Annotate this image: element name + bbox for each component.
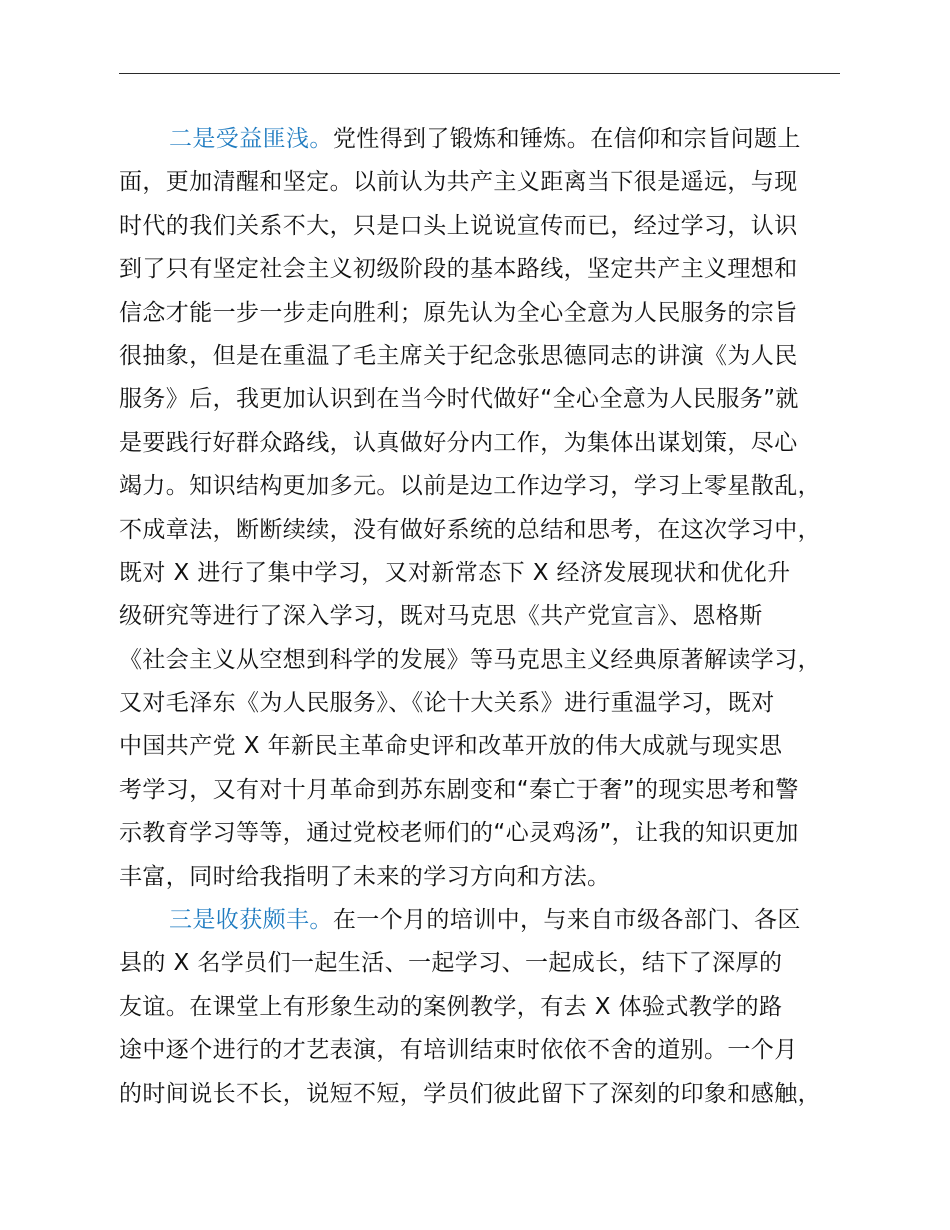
section-heading: 二是受益匪浅。 <box>169 126 333 152</box>
text-line: 途中逐个进行的才艺表演，有培训结束时依依不舍的道别。一个月 <box>119 1037 798 1064</box>
text-line: 级研究等进行了深入学习，既对马克思《共产党宣言》、恩格斯 <box>119 603 763 630</box>
text-line: 的时间说长不长，说短不短，学员们彼此留下了深刻的印象和感触， <box>119 1080 821 1107</box>
text-line: 是要践行好群众路线，认真做好分内工作，为集体出谋划策，尽心 <box>119 429 798 456</box>
body-text <box>119 118 859 1116</box>
text-line: 县的 X 名学员们一起生活、一起学习、一起成长，结下了深厚的 <box>119 950 783 977</box>
text-line: 中国共产党 X 年新民主革命史评和改革开放的伟大成就与现实思 <box>119 733 783 760</box>
text-line: 很抽象，但是在重温了毛主席关于纪念张思德同志的讲演《为人民 <box>119 342 798 369</box>
text-line: 示教育学习等等，通过党校老师们的“心灵鸡汤”，让我的知识更加 <box>119 820 799 847</box>
text-line: 《社会主义从空想到科学的发展》等马克思主义经典原著解读学习， <box>119 646 821 673</box>
text-line: 信念才能一步一步走向胜利；原先认为全心全意为人民服务的宗旨 <box>119 299 798 326</box>
header-rule <box>119 73 840 74</box>
text-line: 面，更加清醒和坚定。以前认为共产主义距离当下很是遥远，与现 <box>119 169 798 196</box>
text-line: 三是收获颇丰。在一个月的培训中，与来自市级各部门、各区 <box>169 907 801 934</box>
text-line: 服务》后，我更加认识到在当今时代做好“全心全意为人民服务”就 <box>119 386 799 413</box>
text-line: 丰富，同时给我指明了未来的学习方向和方法。 <box>119 863 611 890</box>
section-heading: 三是收获颇丰。 <box>169 907 333 934</box>
text-line: 又对毛泽东《为人民服务》、《论十大关系》进行重温学习，既对 <box>119 690 775 717</box>
text-line: 友谊。在课堂上有形象生动的案例教学，有去 X 体验式教学的路 <box>119 993 783 1020</box>
text-line: 竭力。知识结构更加多元。以前是边工作边学习，学习上零星散乱， <box>119 473 821 500</box>
text-line: 时代的我们关系不大，只是口头上说说宣传而已，经过学习，认识 <box>119 212 798 239</box>
text-line: 到了只有坚定社会主义初级阶段的基本路线，坚定共产主义理想和 <box>119 256 798 283</box>
text-line: 不成章法，断断续续，没有做好系统的总结和思考，在这次学习中， <box>119 516 821 543</box>
text-line: 考学习，又有对十月革命到苏东剧变和“秦亡于奢”的现实思考和警 <box>119 776 799 803</box>
text-line: 二是受益匪浅。党性得到了锻炼和锤炼。在信仰和宗旨问题上 <box>169 126 801 152</box>
text-line: 既对 X 进行了集中学习，又对新常态下 X 经济发展现状和优化升 <box>119 559 791 586</box>
